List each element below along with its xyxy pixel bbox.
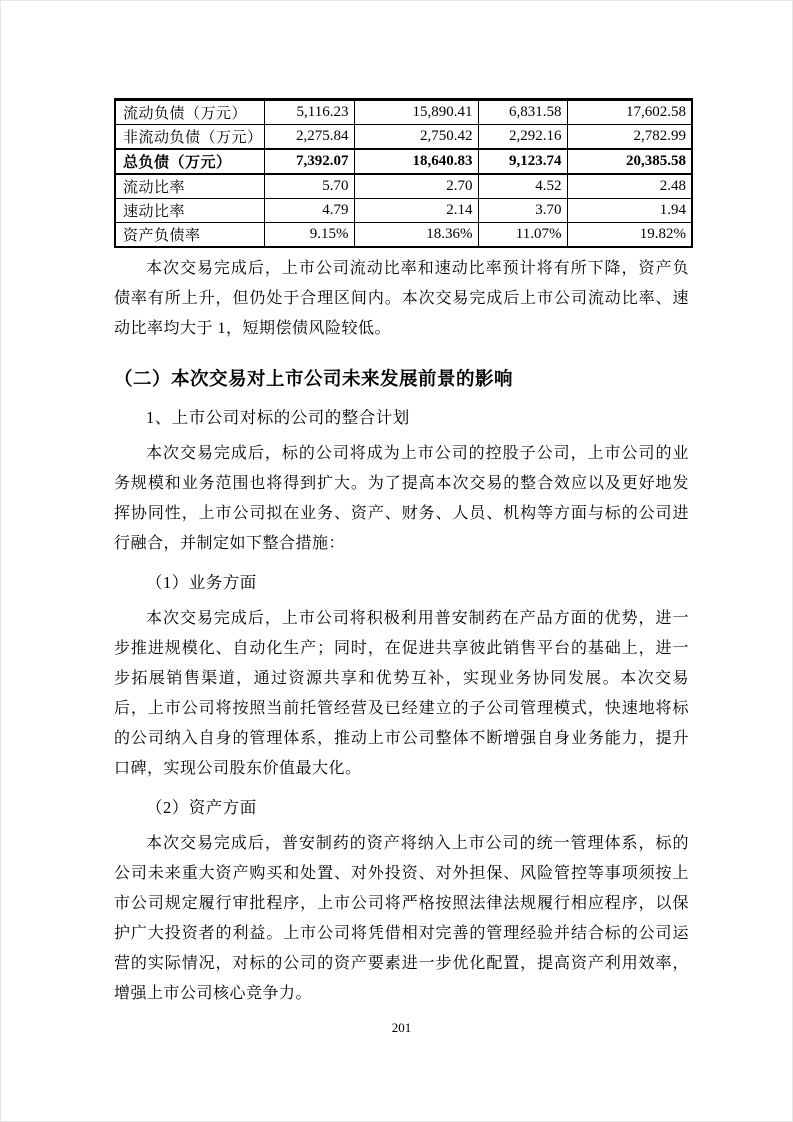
- table-cell: 5.70: [264, 174, 354, 199]
- table-cell: 5,116.23: [264, 100, 354, 125]
- row-label: 非流动负债（万元）: [115, 125, 264, 150]
- section-heading: （二）本次交易对上市公司未来发展前景的影响: [114, 368, 514, 389]
- table-cell: 2,782.99: [567, 125, 692, 150]
- paragraph-asset: 本次交易完成后，普安制药的资产将纳入上市公司的统一管理体系，标的公司未来重大资产购买和处置、对外投资、对外担保、风险管控等事项须按上市公司规定履行审批程序，上市公司将严格按照法律法规履行相应程序，以保护广大投资者的利益。上市公司将凭借相对完善的管理经验并结合标的公司运营的实际情况，对标的公司的资产要素进一步优化配置，提高资产利用效率，增强上市公司核心竞争力。: [114, 835, 689, 1002]
- table-row-total: [115, 149, 692, 174]
- table-cell: 2.48: [567, 174, 692, 199]
- paragraph-business: 本次交易完成后，上市公司将积极利用普安制药在产品方面的优势，进一步推进规模化、自动化生产；同时，在促进共享彼此销售平台的基础上，进一步拓展销售渠道，通过资源共享和优势互补，实现业务协同发展。本次交易后，上市公司将按照当前托管经营及已经建立的子公司管理模式，快速地将标的公司纳入自身的管理体系，推动上市公司整体不断增强自身业务能力，提升口碑，实现公司股东价值最大化。: [114, 610, 689, 777]
- table-row: [115, 199, 692, 223]
- table-row: [115, 223, 692, 248]
- financial-ratios-table: [114, 98, 693, 248]
- subheading-asset-aspect: （2）资产方面: [146, 798, 257, 817]
- table-cell: 6,831.58: [478, 100, 567, 125]
- table-cell: 18,640.83: [354, 149, 478, 174]
- subheading-business-aspect: （1）业务方面: [146, 573, 257, 592]
- table-cell: 9,123.74: [478, 149, 567, 174]
- table-cell: 3.70: [478, 199, 567, 223]
- table-cell: 20,385.58: [567, 149, 692, 174]
- table-row: [115, 174, 692, 199]
- table-cell: 2.70: [354, 174, 478, 199]
- page-number: 201: [391, 1020, 412, 1035]
- row-label: 总负债（万元）: [115, 149, 264, 174]
- table-cell: 15,890.41: [354, 100, 478, 125]
- table-cell: 1.94: [567, 199, 692, 223]
- row-label: 速动比率: [115, 199, 264, 223]
- table-cell: 4.79: [264, 199, 354, 223]
- table-row: [115, 100, 692, 125]
- paragraph-solvency: 本次交易完成后，上市公司流动比率和速动比率预计将有所下降，资产负债率有所上升，但仍处于合理区间内。本次交易完成后上市公司流动比率、速动比率均大于 1，短期偿债风险较低。: [114, 260, 689, 337]
- row-label: 资产负债率: [115, 223, 264, 248]
- table-cell: 18.36%: [354, 223, 478, 248]
- table-cell: 2,275.84: [264, 125, 354, 150]
- table-cell: 9.15%: [264, 223, 354, 248]
- row-label: 流动比率: [115, 174, 264, 199]
- table-cell: 4.52: [478, 174, 567, 199]
- paragraph-integration: 本次交易完成后，标的公司将成为上市公司的控股子公司，上市公司的业务规模和业务范围也将得到扩大。为了提高本次交易的整合效应以及更好地发挥协同性，上市公司拟在业务、资产、财务、人员、机构等方面与标的公司进行融合，并制定如下整合措施：: [114, 445, 689, 552]
- table-cell: 7,392.07: [264, 149, 354, 174]
- table-cell: 11.07%: [478, 223, 567, 248]
- table-cell: 2,292.16: [478, 125, 567, 150]
- table-row: [115, 125, 692, 150]
- table-cell: 2,750.42: [354, 125, 478, 150]
- row-label: 流动负债（万元）: [115, 100, 264, 125]
- table-cell: 17,602.58: [567, 100, 692, 125]
- subheading-integration-plan: 1、上市公司对标的公司的整合计划: [146, 408, 410, 427]
- table-cell: 19.82%: [567, 223, 692, 248]
- table-cell: 2.14: [354, 199, 478, 223]
